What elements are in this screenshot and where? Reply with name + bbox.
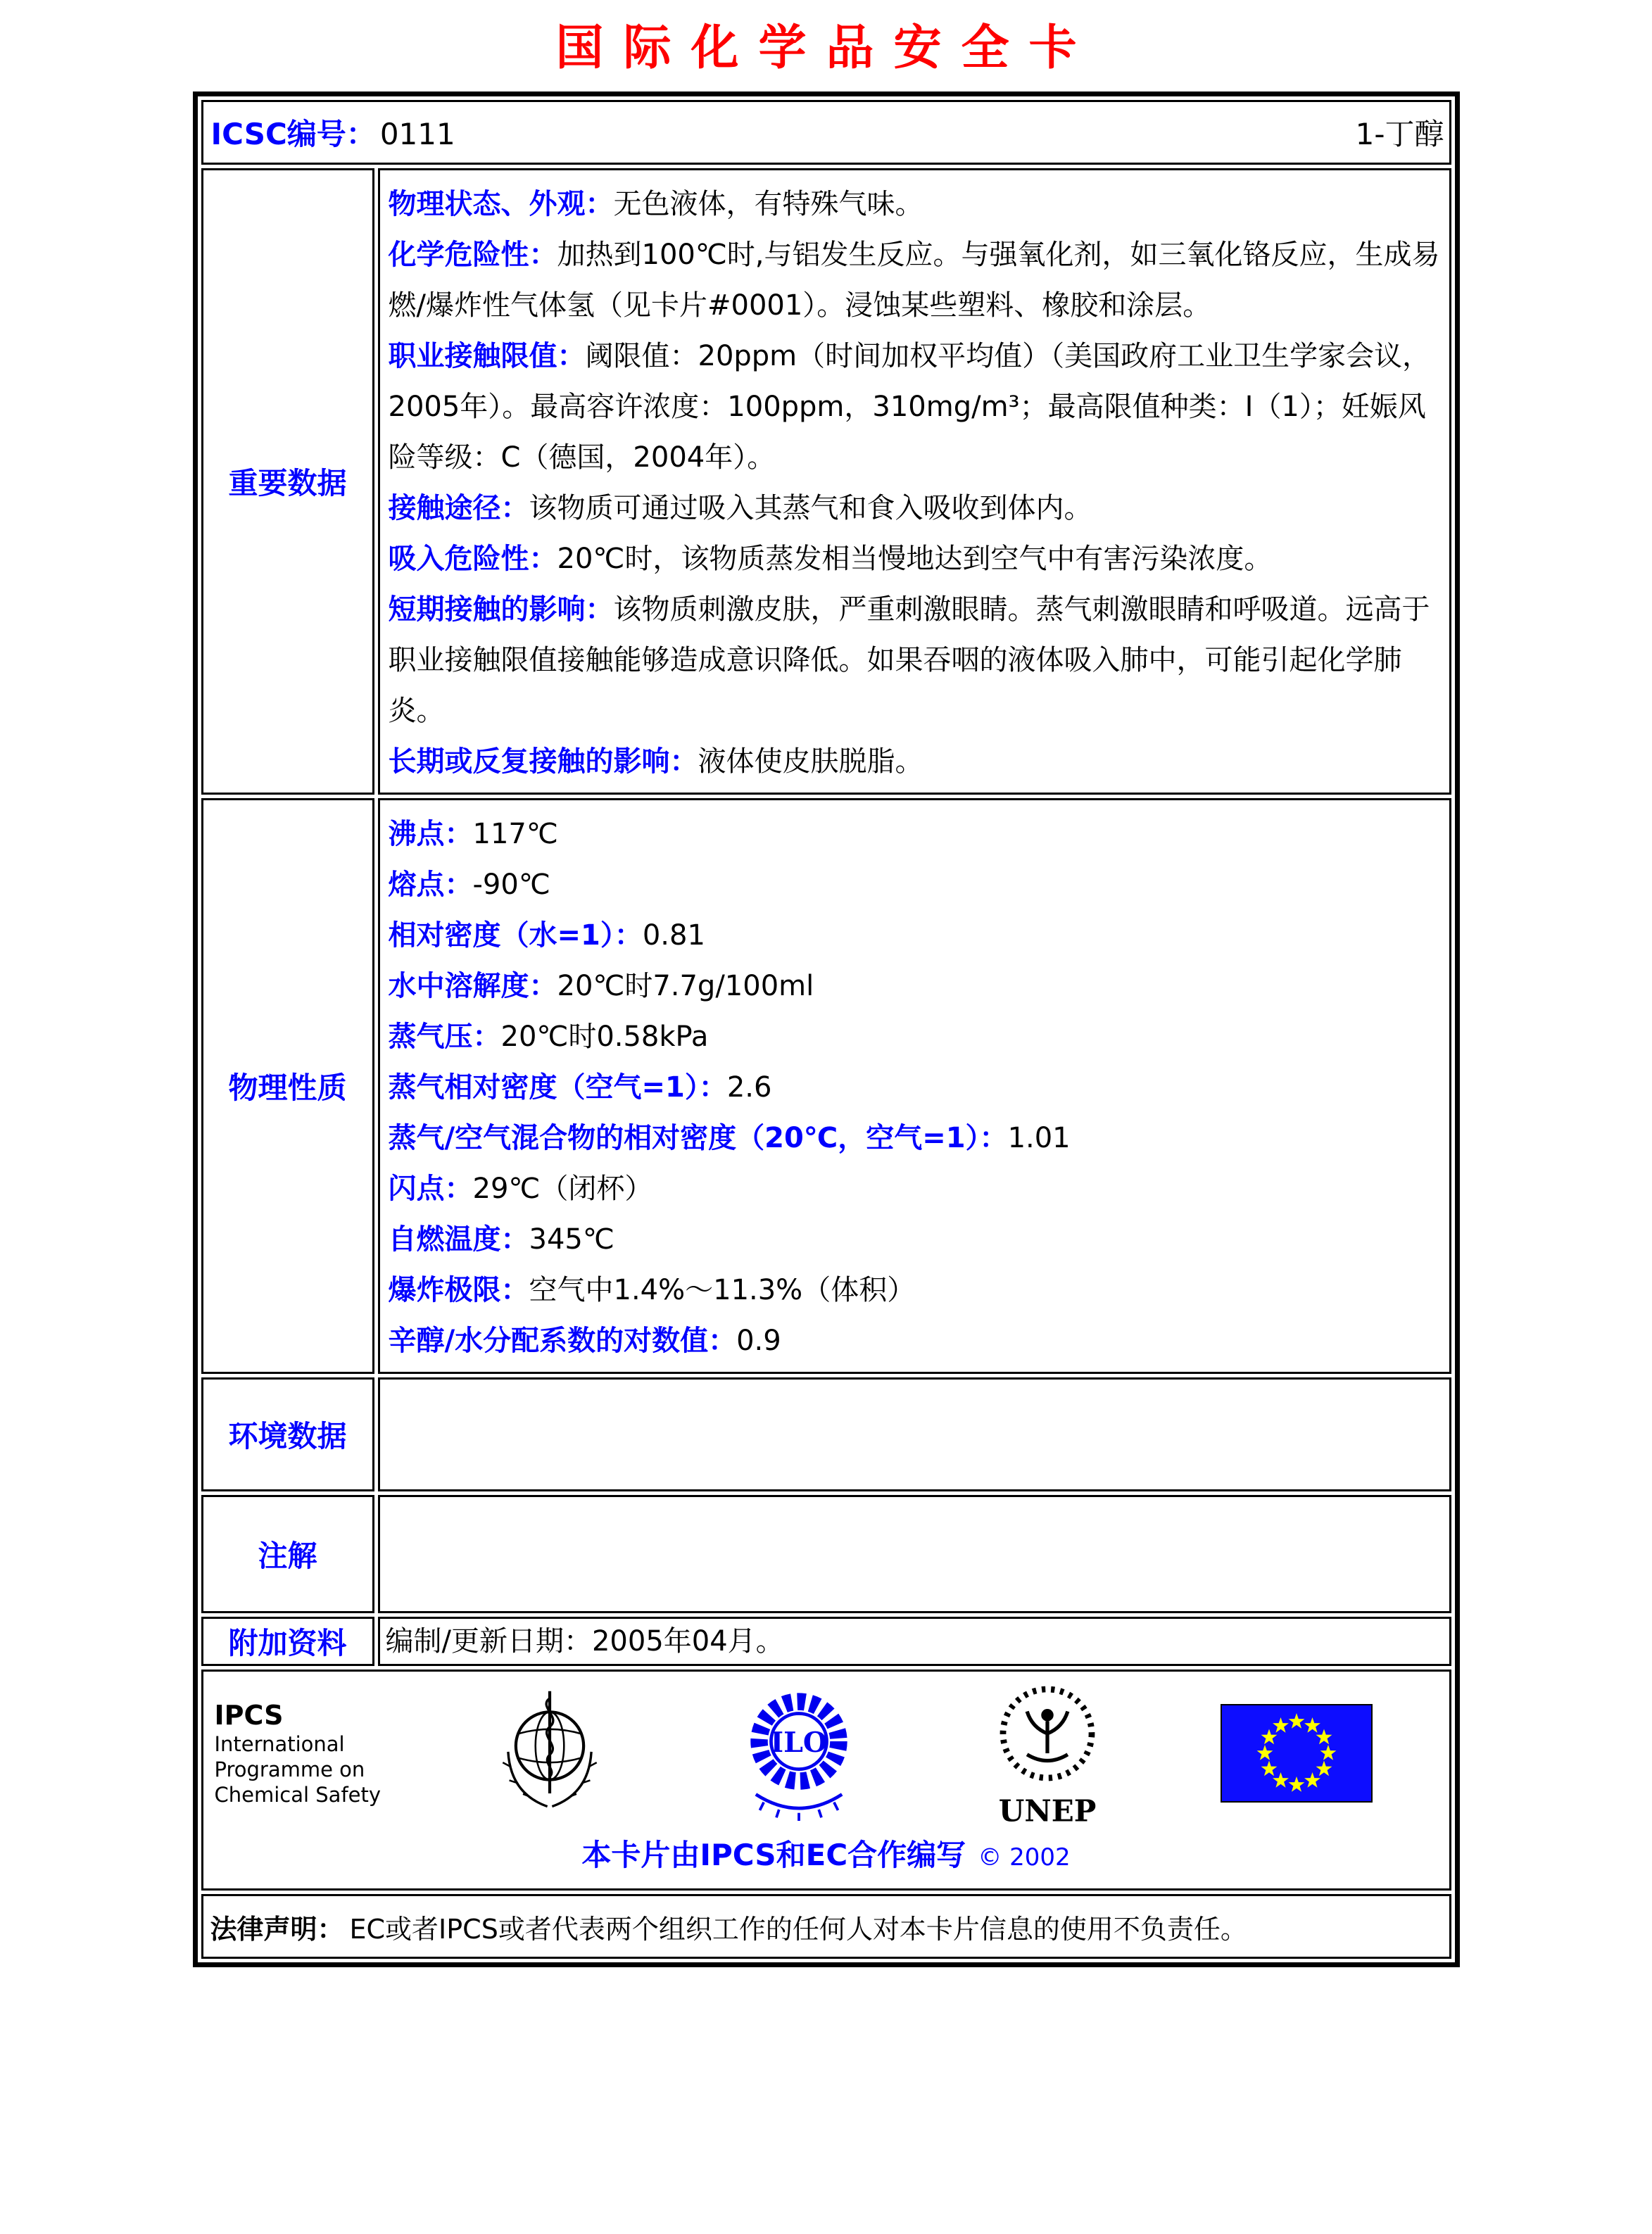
property-line xyxy=(389,229,1444,331)
eu-flag-icon xyxy=(1172,1704,1421,1803)
property-key: 蒸气压： xyxy=(388,1021,501,1053)
notes-empty xyxy=(380,1497,1449,1611)
property-value: 29℃（闭杯） xyxy=(472,1173,653,1205)
property-line xyxy=(389,534,1444,584)
header-inner xyxy=(204,103,1449,162)
property-key: 水中溶解度： xyxy=(388,970,557,1002)
section-label-environment: 环境数据 xyxy=(201,1377,374,1491)
property-line xyxy=(389,961,1444,1011)
svg-text:UNEP: UNEP xyxy=(998,1793,1097,1827)
section-label-additional: 附加资料 xyxy=(201,1617,374,1666)
ipcs-line: International xyxy=(214,1732,345,1756)
update-date-text: 编制/更新日期：2005年04月。 xyxy=(385,1625,784,1658)
property-value: 1.01 xyxy=(1007,1122,1071,1154)
notes-content xyxy=(378,1495,1451,1613)
legal-text: EC或者IPCS或者代表两个组织工作的任何人对本卡片信息的使用不负责任。 xyxy=(349,1913,1247,1945)
property-key: 爆炸极限： xyxy=(388,1274,529,1306)
legal-label: 法律声明： xyxy=(210,1913,344,1945)
property-value: 加热到100℃时,与铝发生反应。与强氧化剂，如三氧化铬反应，生成易燃/爆炸性气体氢（见卡片#0001）。浸蚀某些塑料、橡胶和涂层。 xyxy=(388,239,1440,322)
unep-icon xyxy=(923,1679,1173,1827)
property-value: 117℃ xyxy=(472,818,558,850)
property-key: 蒸气相对密度（空气=1）： xyxy=(388,1071,727,1104)
ipcs-text-block xyxy=(215,1699,426,1807)
property-value: 该物质可通过吸入其蒸气和食入吸收到体内。 xyxy=(529,492,1092,524)
chemical-name: 1-丁醇 xyxy=(1355,117,1444,151)
environment-empty xyxy=(380,1380,1449,1489)
icsc-number-label: ICSC编号： xyxy=(210,117,376,151)
property-line xyxy=(389,1315,1444,1366)
property-line xyxy=(389,736,1444,787)
property-value: 345℃ xyxy=(529,1223,614,1256)
property-line xyxy=(389,910,1444,961)
additional-info-content xyxy=(378,1617,1451,1666)
property-key: 接触途径： xyxy=(388,492,529,524)
important-data-row xyxy=(201,168,1451,795)
property-key: 短期接触的影响： xyxy=(388,593,614,626)
section-label-physical: 物理性质 xyxy=(201,798,374,1374)
org-logos xyxy=(203,1672,1449,1827)
property-value: 20℃时7.7g/100ml xyxy=(557,970,814,1002)
property-line xyxy=(389,1011,1444,1062)
property-value: 2.6 xyxy=(726,1071,772,1104)
logos-row xyxy=(201,1670,1451,1891)
section-label-notes: 注解 xyxy=(201,1495,374,1613)
property-value: 空气中1.4%～11.3%（体积） xyxy=(529,1274,916,1306)
page-title: 国际化学品安全卡 xyxy=(555,20,1097,76)
cooperation-caption xyxy=(203,1832,1449,1874)
property-line xyxy=(389,1265,1444,1315)
who-icon xyxy=(426,1686,675,1820)
property-key: 物理状态、外观： xyxy=(388,188,614,220)
property-key: 闪点： xyxy=(388,1173,473,1205)
ilo-icon xyxy=(674,1683,923,1824)
property-value: -90℃ xyxy=(472,869,550,901)
property-value: 0.81 xyxy=(642,919,705,952)
property-line xyxy=(389,1214,1444,1265)
property-key: 化学危险性： xyxy=(388,239,557,271)
legal-cell xyxy=(201,1894,1451,1959)
important-data-content xyxy=(378,168,1451,795)
icsc-card-table xyxy=(193,91,1460,1967)
notes-row xyxy=(201,1495,1451,1613)
legal-row xyxy=(201,1894,1451,1959)
property-key: 长期或反复接触的影响： xyxy=(388,745,698,778)
svg-text:ILO: ILO xyxy=(770,1727,828,1760)
property-key: 相对密度（水=1）： xyxy=(388,919,643,952)
physical-properties-content xyxy=(378,798,1451,1374)
property-line xyxy=(389,1163,1444,1214)
property-key: 熔点： xyxy=(388,869,473,901)
property-value: 液体使皮肤脱脂。 xyxy=(698,745,923,778)
property-key: 职业接触限值： xyxy=(388,340,586,372)
environment-data-row xyxy=(201,1377,1451,1491)
additional-info-row xyxy=(201,1617,1451,1666)
property-line xyxy=(389,859,1444,910)
legal-notice xyxy=(203,1896,1449,1957)
property-value: 无色液体，有特殊气味。 xyxy=(613,188,923,220)
header-row xyxy=(201,100,1451,165)
property-value: 阈限值：20ppm（时间加权平均值）（美国政府工业卫生学家会议，2005年）。最高容许浓度：100ppm，310mg/m³；最高限值种类：I（1）；妊娠风险等级：C（德国，2004年）。 xyxy=(388,340,1431,474)
property-value: 0.9 xyxy=(736,1325,781,1357)
copyright-text: © 2002 xyxy=(978,1843,1071,1872)
property-key: 自燃温度： xyxy=(388,1223,529,1256)
icsc-number-group xyxy=(211,111,455,153)
caption-text: 本卡片由IPCS和EC合作编写 xyxy=(581,1838,966,1872)
property-value: 该物质刺激皮肤，严重刺激眼睛。蒸气刺激眼睛和呼吸道。远高于职业接触限值接触能够造成意识降低。如果吞咽的液体吸入肺中，可能引起化学肺炎。 xyxy=(388,593,1430,727)
property-line xyxy=(389,809,1444,859)
ipcs-abbr: IPCS xyxy=(214,1700,284,1731)
property-key: 辛醇/水分配系数的对数值： xyxy=(388,1325,737,1357)
header-cell xyxy=(201,100,1451,165)
property-value: 20℃时，该物质蒸发相当慢地达到空气中有害污染浓度。 xyxy=(557,543,1273,575)
physical-properties-row xyxy=(201,798,1451,1374)
property-value: 20℃时0.58kPa xyxy=(500,1021,709,1053)
property-key: 吸入危险性： xyxy=(388,543,557,575)
ipcs-line: Chemical Safety xyxy=(214,1783,382,1807)
property-key: 沸点： xyxy=(388,818,473,850)
ipcs-line: Programme on xyxy=(214,1757,365,1781)
section-label-important: 重要数据 xyxy=(201,168,374,795)
environment-content xyxy=(378,1377,1451,1491)
logos-cell xyxy=(201,1670,1451,1891)
property-line xyxy=(389,584,1444,736)
property-line xyxy=(389,483,1444,534)
property-key: 蒸气/空气混合物的相对密度（20℃，空气=1）： xyxy=(388,1122,1008,1154)
property-line xyxy=(389,331,1444,483)
property-line xyxy=(389,179,1444,229)
icsc-number-value: 0111 xyxy=(379,117,455,151)
property-line xyxy=(389,1062,1444,1113)
property-line xyxy=(389,1113,1444,1163)
